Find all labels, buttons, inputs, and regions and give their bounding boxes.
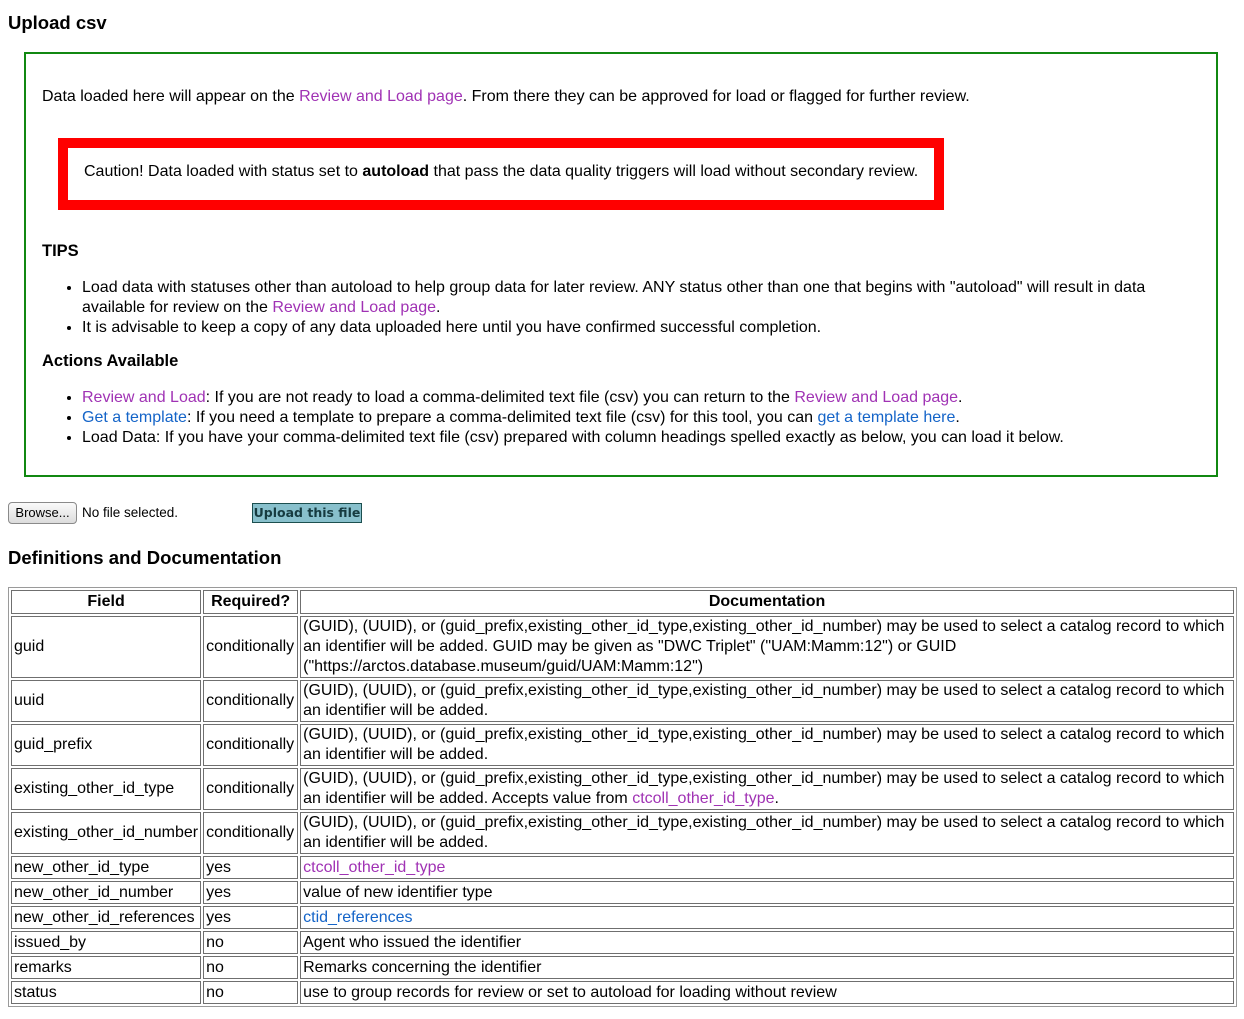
field-cell: issued_by: [11, 931, 201, 954]
required-cell: yes: [203, 856, 298, 879]
field-cell: uuid: [11, 680, 201, 722]
required-cell: yes: [203, 906, 298, 929]
documentation-cell: [300, 812, 1234, 854]
browse-button[interactable]: Browse...: [8, 502, 77, 524]
documentation-text: (GUID), (UUID), or (guid_prefix,existing_other_id_type,existing_other_id_number) may be used to select a catalog record to which an identifier will be added.: [303, 726, 1225, 763]
actions-list: [42, 388, 1192, 448]
documentation-text-end: .: [774, 790, 779, 807]
field-cell: remarks: [11, 956, 201, 979]
autoload-keyword: autoload: [362, 163, 430, 180]
tips-list: [42, 278, 1192, 338]
upload-file-button[interactable]: Upload this file: [252, 503, 362, 523]
table-row: [11, 812, 1234, 854]
required-cell: no: [203, 956, 298, 979]
actions-heading: Actions Available: [42, 352, 179, 370]
documentation-cell: [300, 856, 1234, 879]
field-cell: new_other_id_references: [11, 906, 201, 929]
documentation-cell: [300, 881, 1234, 904]
code-table-link[interactable]: ctid_references: [303, 908, 413, 926]
table-row: [11, 768, 1234, 810]
documentation-text: use to group records for review or set to autoload for loading without review: [303, 983, 837, 1001]
documentation-text: Agent who issued the identifier: [303, 933, 522, 951]
info-box: [24, 52, 1218, 477]
documentation-table: [8, 587, 1237, 1007]
get-template-link[interactable]: Get a template: [82, 409, 187, 426]
documentation-text: (GUID), (UUID), or (guid_prefix,existing_other_id_type,existing_other_id_number) may be used to select a catalog record to which an identifier will be added. Accepts value from: [303, 770, 1225, 807]
documentation-cell: [300, 956, 1234, 979]
required-cell: conditionally: [203, 768, 298, 810]
action-review-load-page-link[interactable]: Review and Load page: [794, 389, 959, 406]
table-row: [11, 981, 1234, 1004]
documentation-cell: [300, 981, 1234, 1004]
action-item-load-data: • Load Data: If you have your comma-delimited text file (csv) prepared with column headings spelled exactly as below, you can load it below.: [82, 428, 1192, 448]
documentation-text: (GUID), (UUID), or (guid_prefix,existing_other_id_type,existing_other_id_number) may be used to select a catalog record to which an identifier will be added. GUID may be given as "DWC Triplet" ("UAM:Mamm:12") or GUID ("https://arctos.database.museum/guid/UAM:Mamm:12"): [303, 618, 1225, 675]
tip-item-keep-copy: • It is advisable to keep a copy of any data uploaded here until you have confirmed successful completion.: [82, 318, 1192, 338]
file-status: No file selected.: [82, 505, 179, 520]
documentation-text: (GUID), (UUID), or (guid_prefix,existing_other_id_type,existing_other_id_number) may be used to select a catalog record to which an identifier will be added.: [303, 814, 1225, 851]
required-cell: conditionally: [203, 616, 298, 678]
documentation-column-header: Documentation: [300, 590, 1234, 614]
code-table-link[interactable]: ctcoll_other_id_type: [303, 858, 446, 876]
tip-item-statuses: • Load data with statuses other than autoload to help group data for later review. ANY status other than one that begins with "autoload" will result in data available for review on the Review and Load page.: [82, 278, 1192, 318]
documentation-cell: [300, 768, 1234, 810]
documentation-cell: [300, 680, 1234, 722]
table-row: [11, 616, 1234, 678]
required-cell: conditionally: [203, 812, 298, 854]
documentation-cell: [300, 616, 1234, 678]
intro-text: Data loaded here will appear on the Review and Load page. From there they can be approved for load or flagged for further review.: [42, 88, 970, 105]
field-cell: guid: [11, 616, 201, 678]
field-column-header: Field: [11, 590, 201, 614]
required-column-header: Required?: [203, 590, 298, 614]
field-cell: existing_other_id_type: [11, 768, 201, 810]
field-cell: guid_prefix: [11, 724, 201, 766]
table-header-row: [11, 590, 1234, 614]
table-row: [11, 881, 1234, 904]
documentation-table-body: [11, 616, 1234, 1004]
required-cell: conditionally: [203, 680, 298, 722]
code-table-link[interactable]: ctcoll_other_id_type: [632, 790, 775, 807]
required-cell: no: [203, 931, 298, 954]
documentation-text: value of new identifier type: [303, 883, 493, 901]
table-row: [11, 724, 1234, 766]
review-and-load-link[interactable]: Review and Load: [82, 389, 206, 406]
action-item-review-load: • Review and Load: If you are not ready to load a comma-delimited text file (csv) you can return to the Review and Load page.: [82, 388, 1192, 408]
page-title: Upload csv: [8, 12, 107, 33]
field-cell: new_other_id_number: [11, 881, 201, 904]
field-cell: new_other_id_type: [11, 856, 201, 879]
get-template-here-link[interactable]: get a template here: [817, 409, 956, 426]
field-cell: existing_other_id_number: [11, 812, 201, 854]
required-cell: conditionally: [203, 724, 298, 766]
table-row: [11, 680, 1234, 722]
documentation-text: (GUID), (UUID), or (guid_prefix,existing_other_id_type,existing_other_id_number) may be used to select a catalog record to which an identifier will be added.: [303, 682, 1225, 719]
table-row: [11, 931, 1234, 954]
field-cell: status: [11, 981, 201, 1004]
documentation-cell: [300, 931, 1234, 954]
documentation-text: Remarks concerning the identifier: [303, 958, 542, 976]
documentation-cell: [300, 724, 1234, 766]
tip-review-load-page-link[interactable]: Review and Load page: [272, 299, 437, 316]
required-cell: yes: [203, 881, 298, 904]
tips-heading: TIPS: [42, 242, 79, 260]
definitions-heading: Definitions and Documentation: [8, 547, 282, 568]
caution-box: Caution! Data loaded with status set to autoload that pass the data quality triggers will load without secondary review.: [58, 138, 944, 210]
review-load-page-link[interactable]: Review and Load page: [299, 88, 463, 105]
action-item-template: • Get a template: If you need a template to prepare a comma-delimited text file (csv) for this tool, you can get a template here.: [82, 408, 1192, 428]
table-row: [11, 906, 1234, 929]
table-row: [11, 956, 1234, 979]
table-row: [11, 856, 1234, 879]
documentation-cell: [300, 906, 1234, 929]
required-cell: no: [203, 981, 298, 1004]
